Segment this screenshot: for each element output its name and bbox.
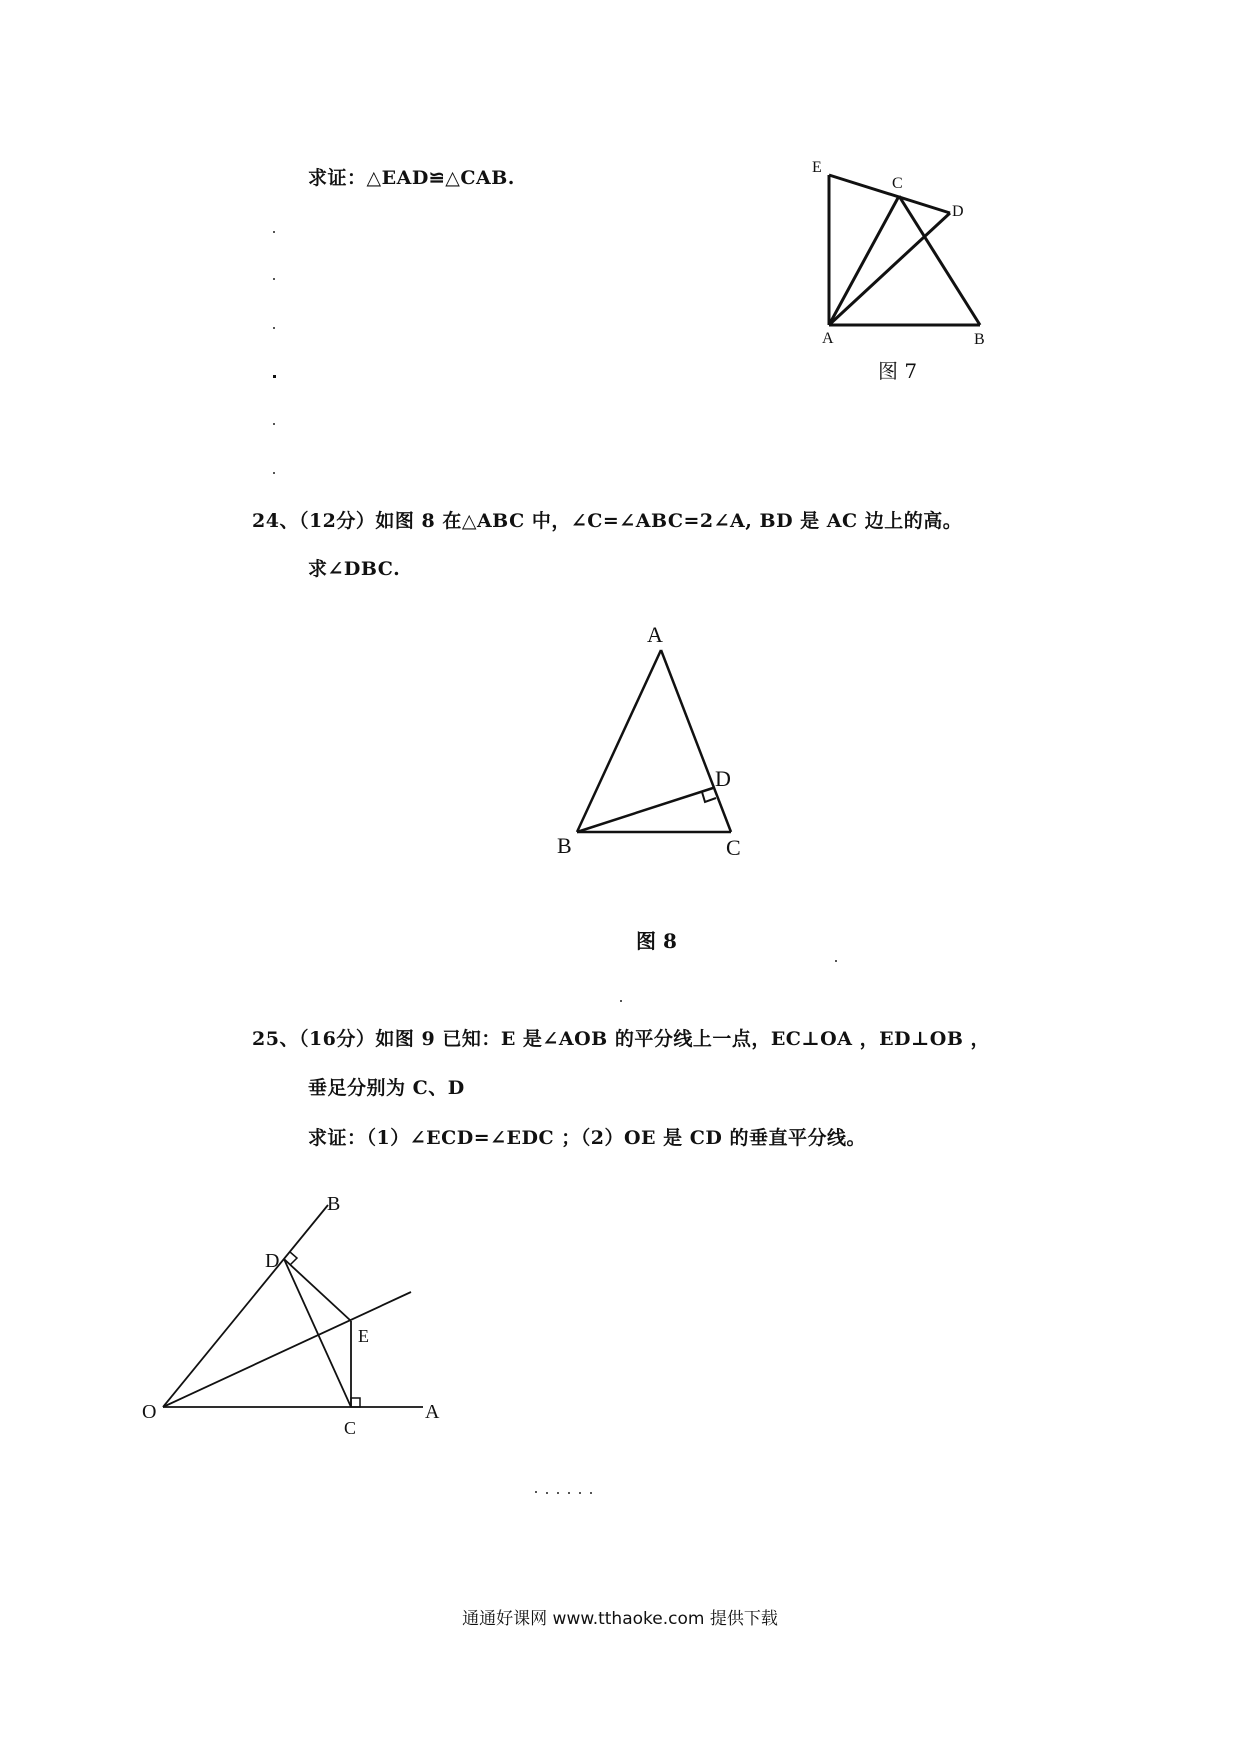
q25-line-1: 25、（16分）如图 9 已知：E 是∠AOB 的平分线上一点，EC⊥OA ，ED⊥OB ， bbox=[252, 1028, 990, 1050]
figure-9 bbox=[140, 1190, 470, 1450]
q25-line-3: 求证：（1）∠ECD=∠EDC ；（2）OE 是 CD 的垂直平分线。 bbox=[308, 1127, 866, 1149]
answer-dot bbox=[557, 1492, 559, 1494]
page-footer: 通通好课网 www.tthaoke.com 提供下载 bbox=[462, 1609, 778, 1629]
fig9-label-d: D bbox=[265, 1250, 280, 1272]
fig7-label-a: A bbox=[822, 330, 834, 347]
fig9-label-b: B bbox=[327, 1193, 341, 1215]
answer-dot bbox=[273, 278, 275, 280]
figure-7 bbox=[800, 150, 1010, 350]
q25-line-2: 垂足分别为 C、D bbox=[308, 1077, 465, 1099]
answer-dot bbox=[273, 231, 275, 233]
fig9-label-c: C bbox=[344, 1418, 357, 1438]
answer-dot bbox=[546, 1492, 548, 1494]
fig7-label-d: D bbox=[952, 203, 964, 220]
answer-dot bbox=[590, 1492, 592, 1494]
q23-prove-text: 求证：△EAD≌△CAB. bbox=[308, 167, 515, 189]
fig7-label-b: B bbox=[974, 331, 985, 348]
fig8-label-d: D bbox=[715, 766, 731, 791]
fig9-label-o: O bbox=[142, 1401, 157, 1423]
answer-dot bbox=[835, 960, 837, 962]
fig8-label-c: C bbox=[726, 835, 741, 860]
fig7-label-e: E bbox=[812, 159, 822, 176]
answer-dot bbox=[273, 375, 276, 378]
figure-8 bbox=[545, 610, 795, 870]
fig8-caption: 图 8 bbox=[636, 929, 677, 953]
fig9-label-e: E bbox=[358, 1326, 369, 1346]
answer-dot bbox=[535, 1491, 537, 1493]
answer-dot bbox=[273, 472, 275, 474]
answer-dot bbox=[273, 423, 275, 425]
q24-line-1: 24、（12分）如图 8 在△ABC 中，∠C=∠ABC=2∠A, BD 是 AC 边上的高。 bbox=[252, 510, 963, 532]
q24-line-2: 求∠DBC. bbox=[308, 558, 401, 580]
answer-dot bbox=[579, 1492, 581, 1494]
answer-dot bbox=[273, 327, 275, 329]
fig7-caption: 图 7 bbox=[878, 359, 918, 383]
answer-dot bbox=[620, 1000, 622, 1002]
fig8-label-b: B bbox=[557, 833, 572, 858]
answer-dot bbox=[568, 1492, 570, 1494]
fig8-label-a: A bbox=[647, 622, 663, 647]
fig7-label-c: C bbox=[892, 175, 903, 192]
fig9-label-a: A bbox=[425, 1401, 440, 1423]
